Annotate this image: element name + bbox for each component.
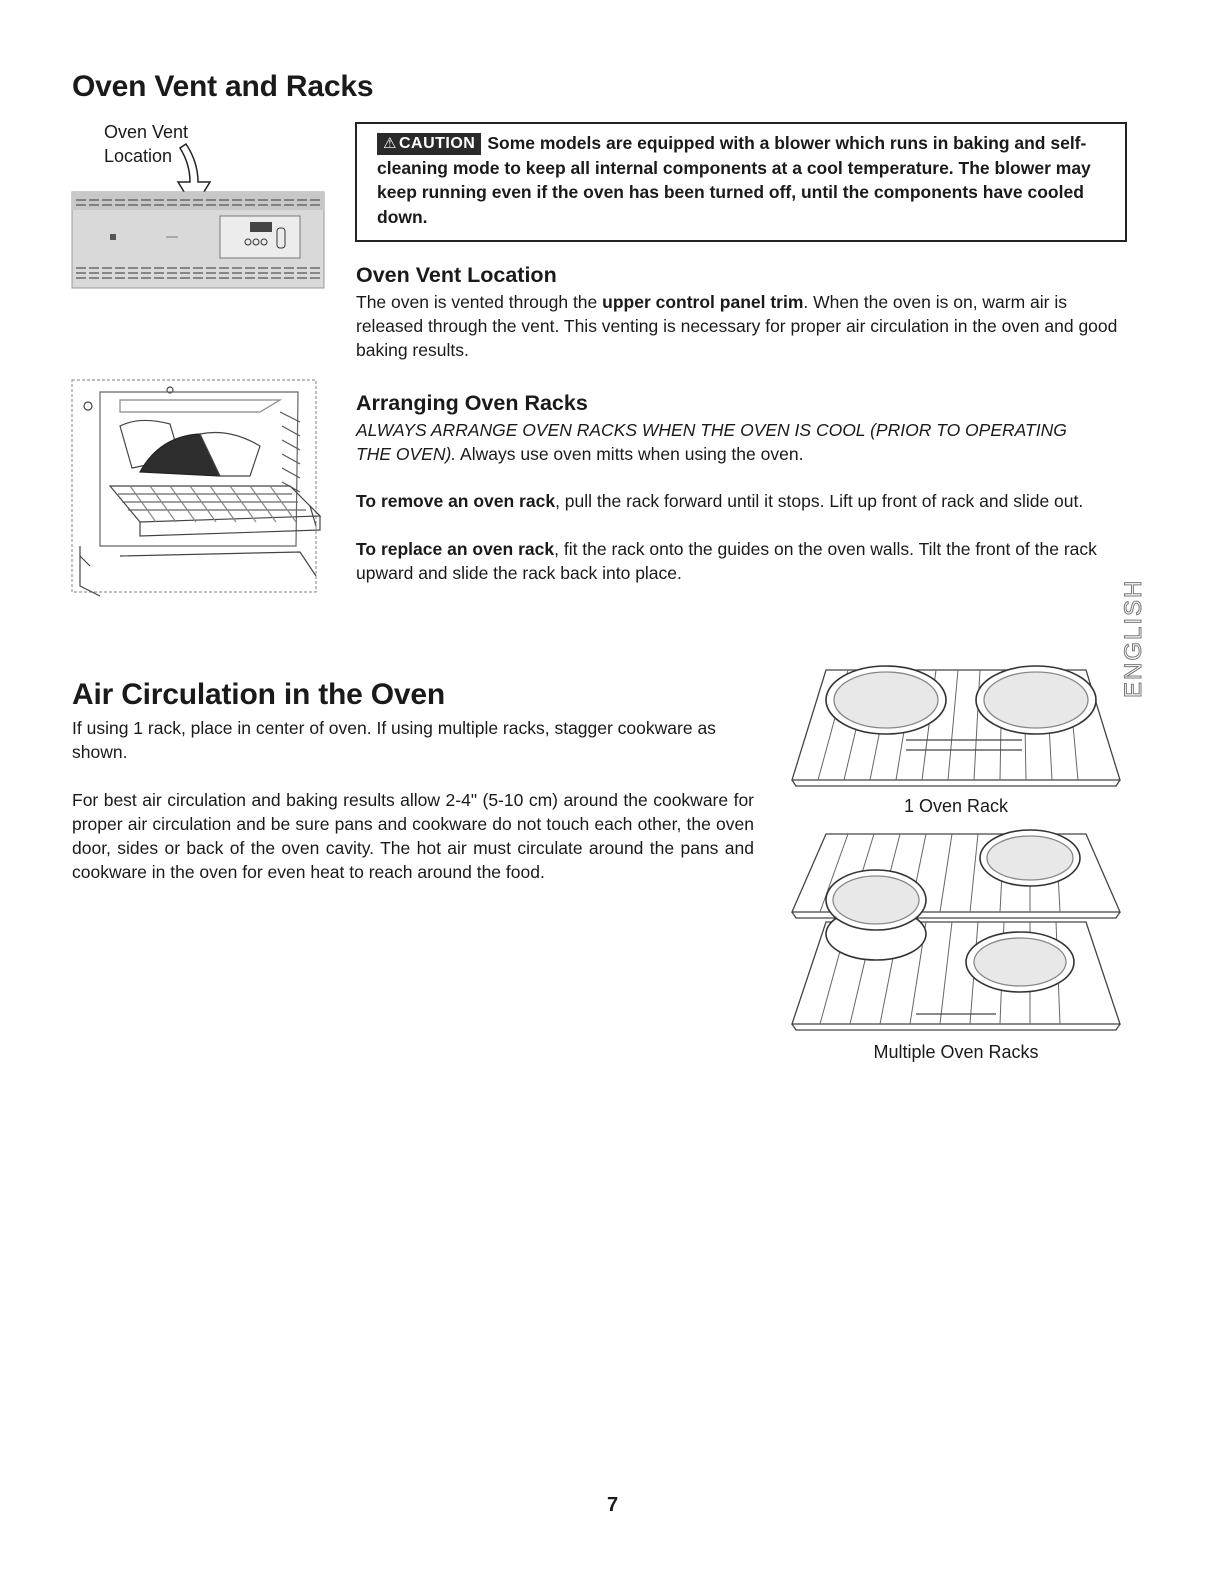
remove-rack-paragraph <box>356 489 1126 513</box>
arranging-intro-paragraph <box>356 418 1076 466</box>
air-paragraph-2: For best air circulation and baking results allow 2-4" (5-10 cm) around the cookware for proper air circulation and be sure pans and cookware do not touch each other, the oven door, sides or back of the oven cavity. The hot air must circulate around the pans and cookware in the oven for even heat to reach around the food. <box>72 790 754 882</box>
caution-text: Some models are equipped with a blower which runs in baking and self-cleaning mode to keep all internal components at a cool temperature. The blower may keep running even if the oven has been turned off, until the components have cooled down. <box>377 133 1091 227</box>
caution-badge-label: CAUTION <box>398 135 476 152</box>
arranging-after-italic: Always use oven mitts when using the oven. <box>456 444 804 464</box>
caution-badge <box>377 133 481 155</box>
oven-vent-illustration <box>70 142 326 292</box>
remove-rack-bold: To remove an oven rack <box>356 491 556 511</box>
caption-one-rack: 1 Oven Rack <box>903 796 1009 816</box>
one-rack-illustration <box>786 660 1122 792</box>
caution-box <box>355 122 1127 242</box>
language-side-tab: ENGLISH <box>1120 578 1147 698</box>
section-title-oven-vent-racks: Oven Vent and Racks <box>72 70 374 103</box>
arranging-italic-text: ALWAYS ARRANGE OVEN RACKS WHEN THE OVEN IS COOL (PRIOR TO OPERATING THE OVEN). <box>356 420 1067 464</box>
vent-location-paragraph <box>356 290 1126 362</box>
multiple-racks-illustration <box>786 826 1122 1038</box>
caption-multiple-racks: Multiple Oven Racks <box>873 1042 1039 1062</box>
vent-callout-line1: Oven Vent <box>104 122 189 142</box>
replace-rack-paragraph <box>356 537 1126 585</box>
page-number: 7 <box>606 1494 619 1516</box>
vent-location-text-2: . When the oven is on, warm air is released through the vent. This venting is necessary for proper air circulation in the oven and good baking results. <box>356 292 1118 360</box>
oven-interior-illustration <box>60 376 322 598</box>
heading-oven-vent-location: Oven Vent Location <box>356 263 557 287</box>
vent-location-text-1: The oven is vented through the <box>356 292 603 312</box>
warning-triangle-icon: ⚠ <box>383 135 397 152</box>
vent-location-bold: upper control panel trim <box>602 292 804 312</box>
replace-rack-bold: To replace an oven rack <box>356 539 555 559</box>
replace-rack-text: , fit the rack onto the guides on the oven walls. Tilt the front of the rack upward and slide the rack back into place. <box>356 539 1097 583</box>
section-title-air-circulation: Air Circulation in the Oven <box>72 678 445 711</box>
remove-rack-text: , pull the rack forward until it stops. Lift up front of rack and slide out. <box>555 491 1084 511</box>
vent-callout-line2: Location <box>104 146 173 166</box>
air-paragraph-1: If using 1 rack, place in center of oven. If using multiple racks, stagger cookware as shown. <box>72 718 716 762</box>
heading-arranging-oven-racks: Arranging Oven Racks <box>356 391 588 415</box>
